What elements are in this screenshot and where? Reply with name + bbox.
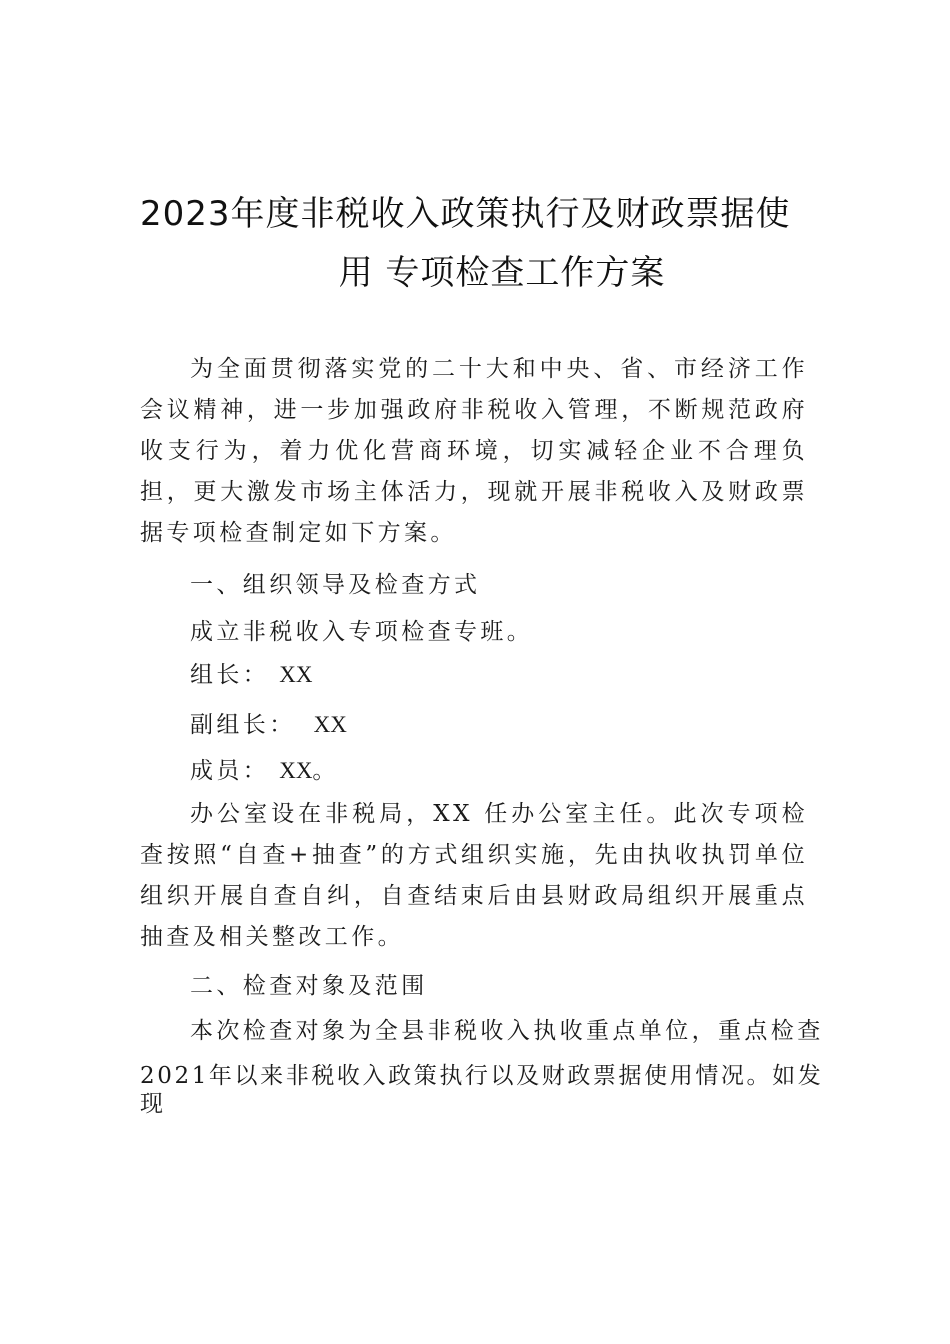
deputy-leader-label: 副组长： [190, 712, 296, 738]
team-established-line: 成立非税收入专项检查专班。 [190, 619, 534, 645]
section-1-heading: 一、组织领导及检查方式 [190, 572, 481, 598]
scope-line-1: 本次检查对象为全县非税收入执收重点单位，重点检查 [190, 1018, 824, 1044]
section-2-heading: 二、检查对象及范围 [190, 973, 428, 999]
scope-line-2: 2021年以来非税收入政策执行以及财政票据使用情况。如发 [140, 1063, 824, 1089]
leader-line [190, 656, 312, 689]
leader-value: XX [279, 662, 313, 687]
intro-paragraph: 为全面贯彻落实党的二十大和中央、省、市经济工作会议精神，进一步加强政府非税收入管理，不断规范政府收支行为，着力优化营商环境，切实减轻企业不合理负担，更大激发市场主体活力，现就开展非税收入及财政票据专项检查制定如下方案。 [140, 356, 808, 546]
leader-label: 组长： [190, 662, 270, 688]
scope-line-3: 现 [140, 1091, 167, 1117]
deputy-leader-line [190, 706, 347, 739]
members-value: XX。 [279, 758, 336, 783]
deputy-leader-value: XX [313, 712, 347, 737]
members-label: 成员： [190, 758, 270, 784]
members-line [190, 752, 335, 785]
document-title-line-2: 用 专项检查工作方案 [338, 253, 666, 293]
document-title-line-1: 2023年度非税收入政策执行及财政票据使 [140, 194, 791, 234]
office-paragraph: 办公室设在非税局，XX 任办公室主任。此次专项检查按照“自查+抽查”的方式组织实施，先由执收执罚单位组织开展自查自纠，自查结束后由县财政局组织开展重点抽查及相关整改工作。 [140, 801, 808, 950]
